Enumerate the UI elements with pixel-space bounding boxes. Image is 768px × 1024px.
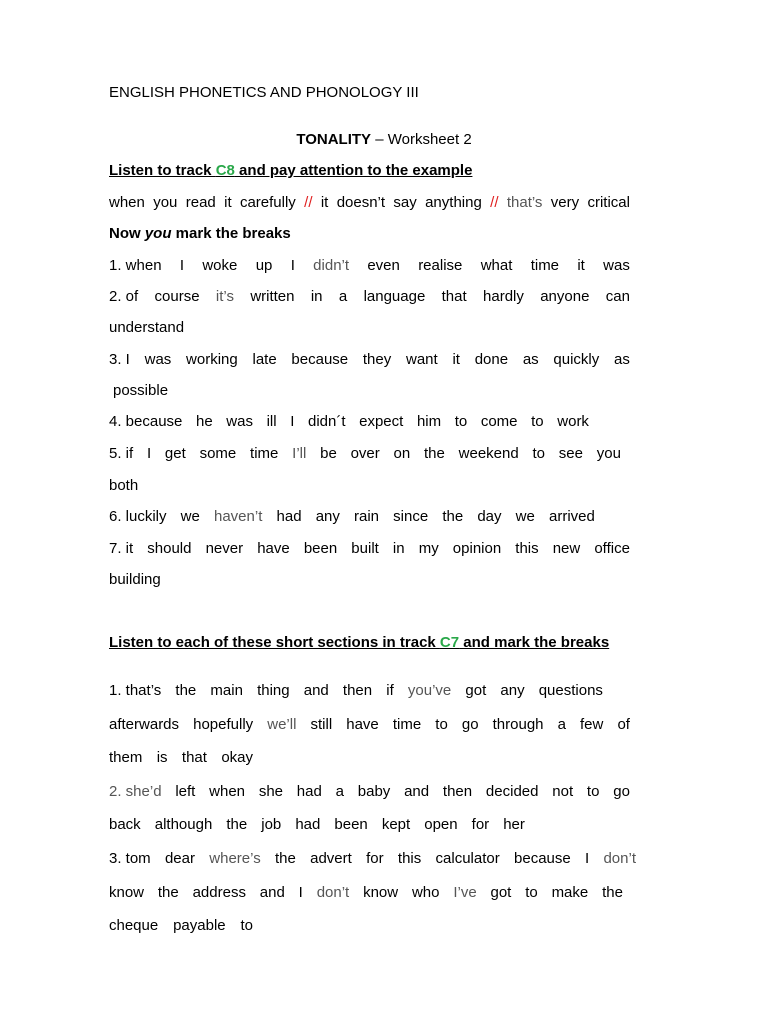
word: open	[424, 816, 458, 833]
word: 4. because	[109, 413, 183, 430]
item-4-line	[109, 413, 589, 431]
word: it	[320, 194, 329, 211]
word: address	[192, 884, 246, 901]
word: anything	[425, 194, 482, 211]
word: be	[320, 445, 337, 462]
title-tonality: TONALITY	[296, 131, 372, 148]
word: 3. tom	[109, 850, 151, 867]
word: know	[363, 884, 399, 901]
word: was	[144, 351, 172, 368]
word: realise	[418, 257, 463, 274]
word: 2. she’d	[109, 783, 162, 800]
word: ill	[266, 413, 277, 430]
word: a	[557, 716, 566, 733]
word: had	[276, 508, 302, 525]
s2-item-3-line-2	[109, 884, 623, 902]
word: to	[531, 413, 544, 430]
word: rain	[354, 508, 380, 525]
word: hopefully	[193, 716, 254, 733]
word: say	[393, 194, 417, 211]
word: I’ll	[292, 445, 307, 462]
word: payable	[173, 917, 226, 934]
example-line	[109, 194, 630, 212]
word: the	[226, 816, 248, 833]
prompt-pre: Now	[109, 225, 145, 242]
word: it’s	[215, 288, 234, 305]
section2-heading-pre: Listen to each of these short sections in track	[109, 634, 440, 651]
word: okay	[221, 749, 253, 766]
word: carefully	[239, 194, 296, 211]
course-title: ENGLISH PHONETICS AND PHONOLOGY III	[109, 84, 419, 101]
word: possible	[113, 382, 169, 399]
word: read	[185, 194, 216, 211]
word: for	[366, 850, 384, 867]
section1-heading-pre: Listen to track	[109, 162, 216, 179]
word: have	[257, 540, 290, 557]
word: haven’t	[214, 508, 263, 525]
word: 3. I	[109, 351, 130, 368]
word: the	[424, 445, 445, 462]
word: then	[342, 682, 373, 699]
word: through	[492, 716, 544, 733]
word: come	[480, 413, 518, 430]
word: you	[596, 445, 621, 462]
word: quickly	[553, 351, 600, 368]
word: had	[295, 816, 321, 833]
item-3-continuation	[113, 382, 634, 400]
s2-item-1-line-3	[109, 749, 253, 767]
word: the	[157, 884, 179, 901]
word: built	[351, 540, 379, 557]
word: late	[252, 351, 277, 368]
word: was	[226, 413, 253, 430]
word: see	[558, 445, 583, 462]
track-c8: C8	[215, 162, 235, 179]
word: been	[334, 816, 368, 833]
word: 7. it	[109, 540, 134, 557]
word: you’ve	[407, 682, 452, 699]
word: can	[605, 288, 630, 305]
word: who	[411, 884, 440, 901]
item-6-line	[109, 508, 595, 526]
section2-heading-post: and mark the breaks	[459, 634, 610, 651]
word: make	[551, 884, 589, 901]
word: when	[109, 194, 145, 211]
word: it	[577, 257, 585, 274]
word: back	[109, 816, 141, 833]
word: hardly	[483, 288, 524, 305]
word: afterwards	[109, 716, 180, 733]
word: in	[310, 288, 323, 305]
word: and	[404, 783, 430, 800]
word: that	[181, 749, 207, 766]
word: then	[442, 783, 473, 800]
section1-heading-post: and pay attention to the example	[234, 162, 473, 179]
word: thing	[257, 682, 290, 699]
item-3-line	[109, 351, 630, 369]
word: the	[442, 508, 464, 525]
word: language	[363, 288, 426, 305]
word: for	[471, 816, 490, 833]
word: I	[290, 413, 295, 430]
word: in	[392, 540, 405, 557]
word: job	[261, 816, 282, 833]
word: as	[522, 351, 539, 368]
word: 2. of	[109, 288, 139, 305]
word: this	[397, 850, 422, 867]
word: because	[291, 351, 349, 368]
word: go	[613, 783, 630, 800]
word: to	[240, 917, 253, 934]
word: 5. if	[109, 445, 134, 462]
word: office	[594, 540, 630, 557]
word: had	[296, 783, 322, 800]
word: didn’t	[313, 257, 350, 274]
word: left	[175, 783, 196, 800]
word: to	[525, 884, 538, 901]
word: over	[350, 445, 380, 462]
word: go	[461, 716, 479, 733]
word: working	[186, 351, 238, 368]
word: cheque	[109, 917, 159, 934]
word: I	[585, 850, 590, 867]
section1-heading	[109, 162, 630, 180]
word: arrived	[549, 508, 595, 525]
s2-item-2-line-2	[109, 816, 525, 834]
word: I	[298, 884, 303, 901]
word: we	[515, 508, 535, 525]
word: since	[393, 508, 429, 525]
word: not	[552, 783, 574, 800]
word: course	[154, 288, 200, 305]
word: her	[503, 816, 525, 833]
prompt-you: you	[144, 225, 172, 242]
word: she	[258, 783, 283, 800]
word: I	[179, 257, 185, 274]
word: anyone	[540, 288, 590, 305]
word: time	[530, 257, 560, 274]
word: a	[338, 288, 348, 305]
word: baby	[357, 783, 391, 800]
word: know	[109, 884, 145, 901]
title-worksheet: – Worksheet 2	[371, 131, 472, 148]
word: the	[274, 850, 296, 867]
word: I	[290, 257, 295, 274]
word: to	[586, 783, 600, 800]
s2-item-1-line-2	[109, 716, 630, 734]
word: questions	[538, 682, 603, 699]
item-1-line	[109, 257, 630, 275]
word: main	[210, 682, 243, 699]
word: opinion	[452, 540, 502, 557]
word: it	[452, 351, 460, 368]
item-5-continuation	[109, 477, 630, 495]
word: them	[109, 749, 143, 766]
word: to	[532, 445, 545, 462]
word: should	[147, 540, 192, 557]
word: some	[199, 445, 237, 462]
item-2-line	[109, 288, 630, 306]
word: have	[346, 716, 379, 733]
word: new	[552, 540, 581, 557]
s2-item-3-line-3	[109, 917, 253, 935]
item-2-continuation	[109, 319, 630, 337]
word: got	[465, 682, 487, 699]
word: of	[617, 716, 630, 733]
word: the	[175, 682, 197, 699]
word: any	[315, 508, 340, 525]
word: as	[614, 351, 630, 368]
word: time	[392, 716, 422, 733]
word: never	[205, 540, 244, 557]
word: on	[393, 445, 411, 462]
word: got	[490, 884, 512, 901]
word: 6. luckily	[109, 508, 167, 525]
item-7-continuation	[109, 571, 630, 589]
word: don’t	[603, 850, 636, 867]
break-mark: //	[304, 194, 313, 211]
s2-item-2-line	[109, 783, 630, 801]
word: him	[416, 413, 442, 430]
word: they	[362, 351, 392, 368]
word: this	[515, 540, 539, 557]
now-you-prompt	[109, 225, 630, 243]
word: to	[454, 413, 468, 430]
word: that	[441, 288, 467, 305]
word: and	[259, 884, 285, 901]
word: understand	[109, 319, 185, 336]
break-mark: //	[490, 194, 499, 211]
word: I	[146, 445, 152, 462]
word: work	[557, 413, 589, 430]
word: both	[109, 477, 139, 494]
word: weekend	[458, 445, 519, 462]
worksheet-title	[0, 131, 768, 149]
word: even	[367, 257, 400, 274]
word: done	[474, 351, 509, 368]
word: day	[477, 508, 502, 525]
word: my	[418, 540, 439, 557]
section2-heading	[109, 634, 630, 652]
word: dear	[164, 850, 195, 867]
item-5-line	[109, 445, 621, 463]
word: very	[550, 194, 580, 211]
word: when	[209, 783, 246, 800]
word: and	[303, 682, 329, 699]
word: a	[335, 783, 344, 800]
word: what	[480, 257, 513, 274]
word: that’s	[506, 194, 543, 211]
word: up	[255, 257, 273, 274]
word: we	[180, 508, 200, 525]
word: didn´t	[307, 413, 346, 430]
word: few	[580, 716, 604, 733]
word: I’ve	[453, 884, 477, 901]
word: the	[602, 884, 623, 901]
word: was	[603, 257, 630, 274]
word: he	[196, 413, 213, 430]
word: get	[164, 445, 186, 462]
word: although	[154, 816, 213, 833]
word: 1. when	[109, 257, 162, 274]
word: calculator	[435, 850, 500, 867]
word: it	[224, 194, 232, 211]
word: because	[514, 850, 571, 867]
word: is	[156, 749, 168, 766]
word: if	[386, 682, 394, 699]
word: we’ll	[267, 716, 297, 733]
word: expect	[359, 413, 404, 430]
word: doesn’t	[336, 194, 386, 211]
word: where’s	[209, 850, 261, 867]
word: don’t	[316, 884, 350, 901]
word: advert	[310, 850, 352, 867]
word: kept	[381, 816, 411, 833]
word: want	[406, 351, 438, 368]
word: 1. that’s	[109, 682, 162, 699]
word: critical	[587, 194, 630, 211]
word: decided	[485, 783, 539, 800]
s2-item-3-line	[109, 850, 636, 868]
s2-item-1-line	[109, 682, 603, 700]
track-c7: C7	[439, 634, 460, 651]
word: written	[250, 288, 295, 305]
word: been	[303, 540, 338, 557]
word: any	[500, 682, 525, 699]
word: to	[435, 716, 448, 733]
item-7-line	[109, 540, 630, 558]
word: you	[153, 194, 178, 211]
word: building	[109, 571, 161, 588]
prompt-post: mark the breaks	[171, 225, 291, 242]
word: woke	[202, 257, 238, 274]
word: time	[250, 445, 279, 462]
word: still	[310, 716, 333, 733]
